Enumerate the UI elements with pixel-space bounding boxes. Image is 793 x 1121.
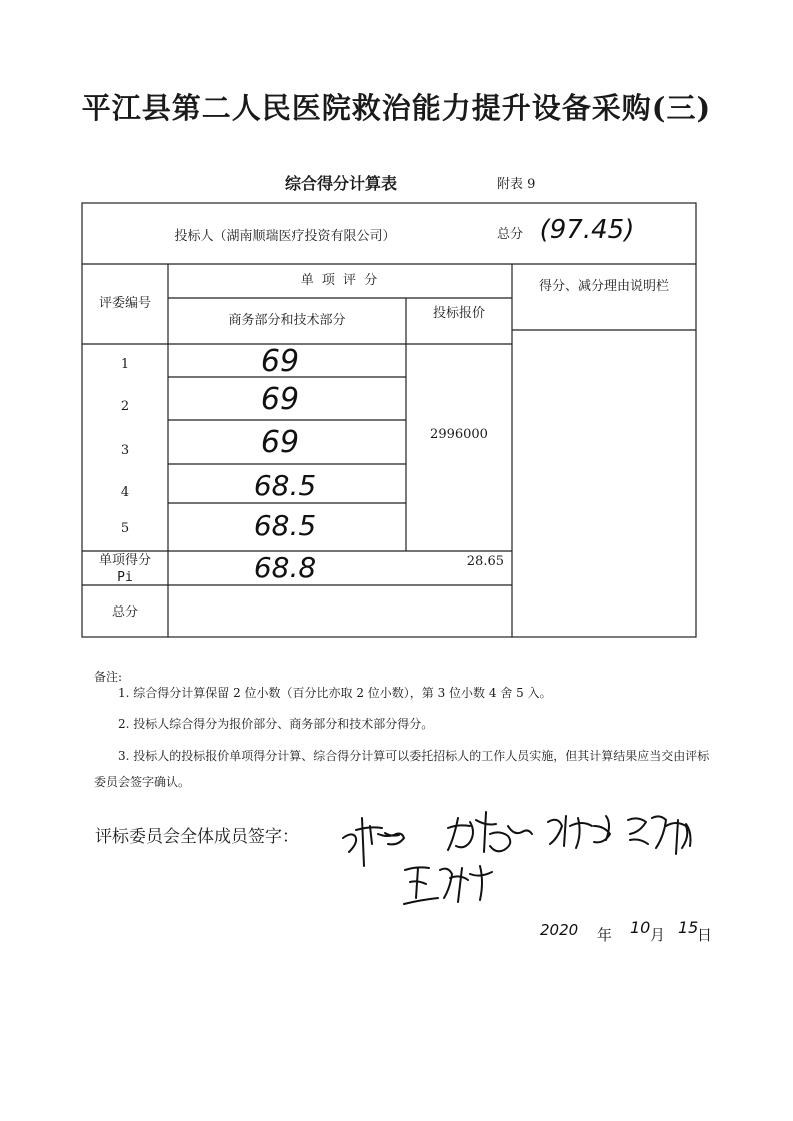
reviewer-score-5: 68.5 (253, 509, 317, 542)
reviewer-score-3: 69 (260, 425, 300, 460)
note-item-3: 3. 投标人的投标报价单项得分计算、综合得分计算可以委托招标人的工作人员实施，但其计算结果应当交由评标 (118, 749, 710, 763)
single-score-header: 单 项 评 分 (300, 273, 380, 288)
signature-date-year-unit: 年 (597, 926, 613, 944)
signature-label: 评标委员会全体成员签字： (95, 827, 299, 847)
reviewer-number-1: 1 (120, 357, 130, 372)
bid-price-header: 投标报价 (432, 306, 485, 321)
business-tech-header: 商务部分和技术部分 (228, 313, 346, 328)
appendix-label: 附表 9 (497, 177, 536, 192)
price-single-score: 28.65 (466, 554, 504, 569)
reviewer-number-2: 2 (120, 399, 130, 414)
note-item-2: 2. 投标人综合得分为报价部分、商务部分和技术部分得分。 (118, 717, 434, 731)
single-item-score-label: 单项得分 (98, 553, 151, 568)
reviewer-number-4: 4 (120, 485, 130, 500)
signature-date-month-unit: 月 (650, 926, 666, 944)
bid-price-value: 2996000 (430, 427, 488, 442)
bidder-name: 投标人（湖南顺瑞医疗投资有限公司） (174, 229, 396, 244)
reviewer-number-5: 5 (120, 521, 130, 536)
reviewer-number-header: 评委编号 (98, 296, 151, 311)
reviewer-number-3: 3 (120, 443, 130, 458)
single-item-score-sublabel: Pi (117, 570, 133, 585)
note-item-3-continued: 委员会签字确认。 (94, 775, 191, 789)
signature-date-day-unit: 日 (697, 926, 713, 944)
signature-date-month: 10 (630, 918, 651, 937)
signature-date-day: 15 (678, 918, 699, 937)
reviewer-score-2: 69 (260, 382, 300, 417)
notes-heading: 备注: (94, 670, 123, 684)
document-title: 平江县第二人民医院救治能力提升设备采购(三) (81, 91, 712, 125)
form-subtitle: 综合得分计算表 (285, 174, 398, 193)
total-row-label: 总分 (111, 605, 138, 620)
reviewer-score-4: 68.5 (253, 469, 317, 502)
total-score-label: 总分 (496, 227, 523, 242)
total-score-handwritten: (97.45) (539, 215, 635, 245)
reason-column-header: 得分、减分理由说明栏 (538, 279, 669, 294)
signature-date-year: 2020 (540, 921, 579, 939)
business-tech-single-score: 68.8 (253, 551, 317, 584)
reviewer-score-1: 69 (260, 344, 300, 379)
note-item-1: 1. 综合得分计算保留 2 位小数（百分比亦取 2 位小数），第 3 位小数 4 舍 5 入。 (118, 686, 552, 700)
